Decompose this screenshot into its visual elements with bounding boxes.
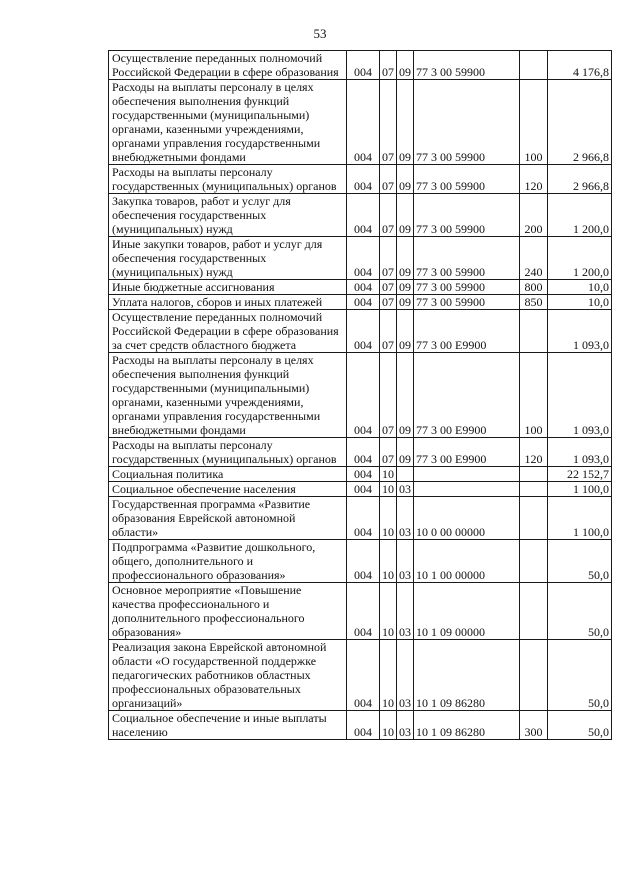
row-department-code-cell: 004 — [347, 51, 380, 80]
row-expense-type-cell: 300 — [520, 711, 548, 740]
row-amount-cell: 10,0 — [548, 295, 612, 310]
table-row — [109, 482, 612, 497]
row-target-article-cell: 10 1 09 86280 — [414, 640, 520, 711]
row-name-cell: Государственная программа «Развитие образования Еврейской автономной области» — [109, 497, 347, 540]
row-amount-cell: 1 100,0 — [548, 497, 612, 540]
table-row — [109, 467, 612, 482]
table-row — [109, 640, 612, 711]
row-target-article-cell: 77 3 00 59900 — [414, 295, 520, 310]
row-amount-cell: 1 200,0 — [548, 194, 612, 237]
row-section-code-cell: 07 — [380, 310, 397, 353]
row-name-cell: Социальное обеспечение населения — [109, 482, 347, 497]
row-section-code-cell: 07 — [380, 51, 397, 80]
row-amount-cell: 50,0 — [548, 583, 612, 640]
table-row — [109, 80, 612, 165]
row-expense-type-cell: 800 — [520, 280, 548, 295]
row-subsection-code-cell: 03 — [397, 583, 414, 640]
row-section-code-cell: 10 — [380, 711, 397, 740]
row-subsection-code-cell: 03 — [397, 482, 414, 497]
row-target-article-cell: 77 3 00 59900 — [414, 280, 520, 295]
table-body — [109, 51, 612, 740]
row-department-code-cell: 004 — [347, 711, 380, 740]
row-amount-cell: 1 093,0 — [548, 438, 612, 467]
row-department-code-cell: 004 — [347, 237, 380, 280]
row-expense-type-cell: 100 — [520, 80, 548, 165]
row-subsection-code-cell — [397, 467, 414, 482]
row-section-code-cell: 10 — [380, 583, 397, 640]
row-target-article-cell: 77 3 00 59900 — [414, 237, 520, 280]
row-department-code-cell: 004 — [347, 280, 380, 295]
row-section-code-cell: 10 — [380, 467, 397, 482]
table-row — [109, 51, 612, 80]
row-department-code-cell: 004 — [347, 583, 380, 640]
row-section-code-cell: 07 — [380, 194, 397, 237]
row-target-article-cell: 77 3 00 59900 — [414, 165, 520, 194]
row-department-code-cell: 004 — [347, 467, 380, 482]
row-subsection-code-cell: 03 — [397, 497, 414, 540]
row-target-article-cell — [414, 482, 520, 497]
row-target-article-cell: 10 0 00 00000 — [414, 497, 520, 540]
row-target-article-cell: 77 3 00 59900 — [414, 51, 520, 80]
row-department-code-cell: 004 — [347, 295, 380, 310]
row-department-code-cell: 004 — [347, 640, 380, 711]
row-amount-cell: 2 966,8 — [548, 80, 612, 165]
row-name-cell: Социальное обеспечение и иные выплаты населению — [109, 711, 347, 740]
row-amount-cell: 1 093,0 — [548, 310, 612, 353]
row-department-code-cell: 004 — [347, 80, 380, 165]
row-department-code-cell: 004 — [347, 482, 380, 497]
row-amount-cell: 50,0 — [548, 640, 612, 711]
row-section-code-cell: 10 — [380, 497, 397, 540]
row-target-article-cell: 77 3 00 Е9900 — [414, 310, 520, 353]
row-name-cell: Иные бюджетные ассигнования — [109, 280, 347, 295]
row-section-code-cell: 10 — [380, 540, 397, 583]
table-row — [109, 497, 612, 540]
row-section-code-cell: 07 — [380, 353, 397, 438]
row-amount-cell: 2 966,8 — [548, 165, 612, 194]
row-expense-type-cell: 240 — [520, 237, 548, 280]
row-subsection-code-cell: 09 — [397, 165, 414, 194]
table-row — [109, 540, 612, 583]
row-name-cell: Иные закупки товаров, работ и услуг для обеспечения государственных (муниципальных) нужд — [109, 237, 347, 280]
row-name-cell: Закупка товаров, работ и услуг для обеспечения государственных (муниципальных) нужд — [109, 194, 347, 237]
row-subsection-code-cell: 09 — [397, 353, 414, 438]
row-target-article-cell: 10 1 09 86280 — [414, 711, 520, 740]
row-expense-type-cell: 100 — [520, 353, 548, 438]
table-row — [109, 280, 612, 295]
table-row — [109, 165, 612, 194]
row-target-article-cell — [414, 467, 520, 482]
row-expense-type-cell: 120 — [520, 438, 548, 467]
row-name-cell: Подпрограмма «Развитие дошкольного, общего, дополнительного и профессионального образования» — [109, 540, 347, 583]
row-name-cell: Расходы на выплаты персоналу государственных (муниципальных) органов — [109, 438, 347, 467]
table-row — [109, 237, 612, 280]
row-section-code-cell: 07 — [380, 438, 397, 467]
row-target-article-cell: 77 3 00 Е9900 — [414, 438, 520, 467]
row-department-code-cell: 004 — [347, 165, 380, 194]
table-row — [109, 583, 612, 640]
table-row — [109, 310, 612, 353]
row-expense-type-cell — [520, 497, 548, 540]
row-subsection-code-cell: 09 — [397, 280, 414, 295]
row-section-code-cell: 07 — [380, 165, 397, 194]
row-expense-type-cell — [520, 310, 548, 353]
row-section-code-cell: 07 — [380, 280, 397, 295]
row-section-code-cell: 07 — [380, 295, 397, 310]
row-amount-cell: 4 176,8 — [548, 51, 612, 80]
row-expense-type-cell — [520, 482, 548, 497]
row-name-cell: Расходы на выплаты персоналу в целях обеспечения выполнения функций государственными (муниципальными) органами, казенными учреждениями, органами управления государственными внебюджетными фондами — [109, 80, 347, 165]
row-name-cell: Осуществление переданных полномочий Российской Федерации в сфере образования — [109, 51, 347, 80]
row-name-cell: Основное мероприятие «Повышение качества профессионального и дополнительного профессионального образования» — [109, 583, 347, 640]
row-amount-cell: 1 100,0 — [548, 482, 612, 497]
row-subsection-code-cell: 03 — [397, 540, 414, 583]
row-expense-type-cell: 200 — [520, 194, 548, 237]
row-target-article-cell: 77 3 00 59900 — [414, 80, 520, 165]
row-name-cell: Осуществление переданных полномочий Российской Федерации в сфере образования за счет средств областного бюджета — [109, 310, 347, 353]
row-amount-cell: 50,0 — [548, 540, 612, 583]
row-subsection-code-cell: 09 — [397, 438, 414, 467]
row-target-article-cell: 10 1 00 00000 — [414, 540, 520, 583]
row-expense-type-cell — [520, 467, 548, 482]
row-name-cell: Расходы на выплаты персоналу в целях обеспечения выполнения функций государственными (муниципальными) органами, казенными учреждениями, органами управления государственными внебюджетными фондами — [109, 353, 347, 438]
row-subsection-code-cell: 09 — [397, 310, 414, 353]
row-department-code-cell: 004 — [347, 540, 380, 583]
row-amount-cell: 22 152,7 — [548, 467, 612, 482]
row-section-code-cell: 07 — [380, 237, 397, 280]
row-subsection-code-cell: 03 — [397, 640, 414, 711]
row-section-code-cell: 10 — [380, 640, 397, 711]
row-subsection-code-cell: 09 — [397, 80, 414, 165]
row-subsection-code-cell: 03 — [397, 711, 414, 740]
row-amount-cell: 10,0 — [548, 280, 612, 295]
row-department-code-cell: 004 — [347, 497, 380, 540]
row-department-code-cell: 004 — [347, 438, 380, 467]
table-row — [109, 711, 612, 740]
row-expense-type-cell: 120 — [520, 165, 548, 194]
row-section-code-cell: 07 — [380, 80, 397, 165]
row-target-article-cell: 10 1 09 00000 — [414, 583, 520, 640]
row-expense-type-cell — [520, 51, 548, 80]
row-subsection-code-cell: 09 — [397, 51, 414, 80]
row-subsection-code-cell: 09 — [397, 237, 414, 280]
page-number: 53 — [313, 26, 327, 41]
row-amount-cell: 1 200,0 — [548, 237, 612, 280]
row-subsection-code-cell: 09 — [397, 194, 414, 237]
row-subsection-code-cell: 09 — [397, 295, 414, 310]
row-name-cell: Расходы на выплаты персоналу государственных (муниципальных) органов — [109, 165, 347, 194]
row-department-code-cell: 004 — [347, 353, 380, 438]
row-amount-cell: 1 093,0 — [548, 353, 612, 438]
row-section-code-cell: 10 — [380, 482, 397, 497]
row-department-code-cell: 004 — [347, 194, 380, 237]
row-expense-type-cell: 850 — [520, 295, 548, 310]
row-target-article-cell: 77 3 00 Е9900 — [414, 353, 520, 438]
row-expense-type-cell — [520, 540, 548, 583]
row-name-cell: Социальная политика — [109, 467, 347, 482]
table-row — [109, 194, 612, 237]
table-row — [109, 295, 612, 310]
table-row — [109, 353, 612, 438]
row-expense-type-cell — [520, 640, 548, 711]
row-name-cell: Уплата налогов, сборов и иных платежей — [109, 295, 347, 310]
row-name-cell: Реализация закона Еврейской автономной области «О государственной поддержке педагогических работников областных профессиональных образовательных организаций» — [109, 640, 347, 711]
budget-table — [108, 50, 612, 740]
row-department-code-cell: 004 — [347, 310, 380, 353]
row-expense-type-cell — [520, 583, 548, 640]
row-target-article-cell: 77 3 00 59900 — [414, 194, 520, 237]
row-amount-cell: 50,0 — [548, 711, 612, 740]
table-row — [109, 438, 612, 467]
